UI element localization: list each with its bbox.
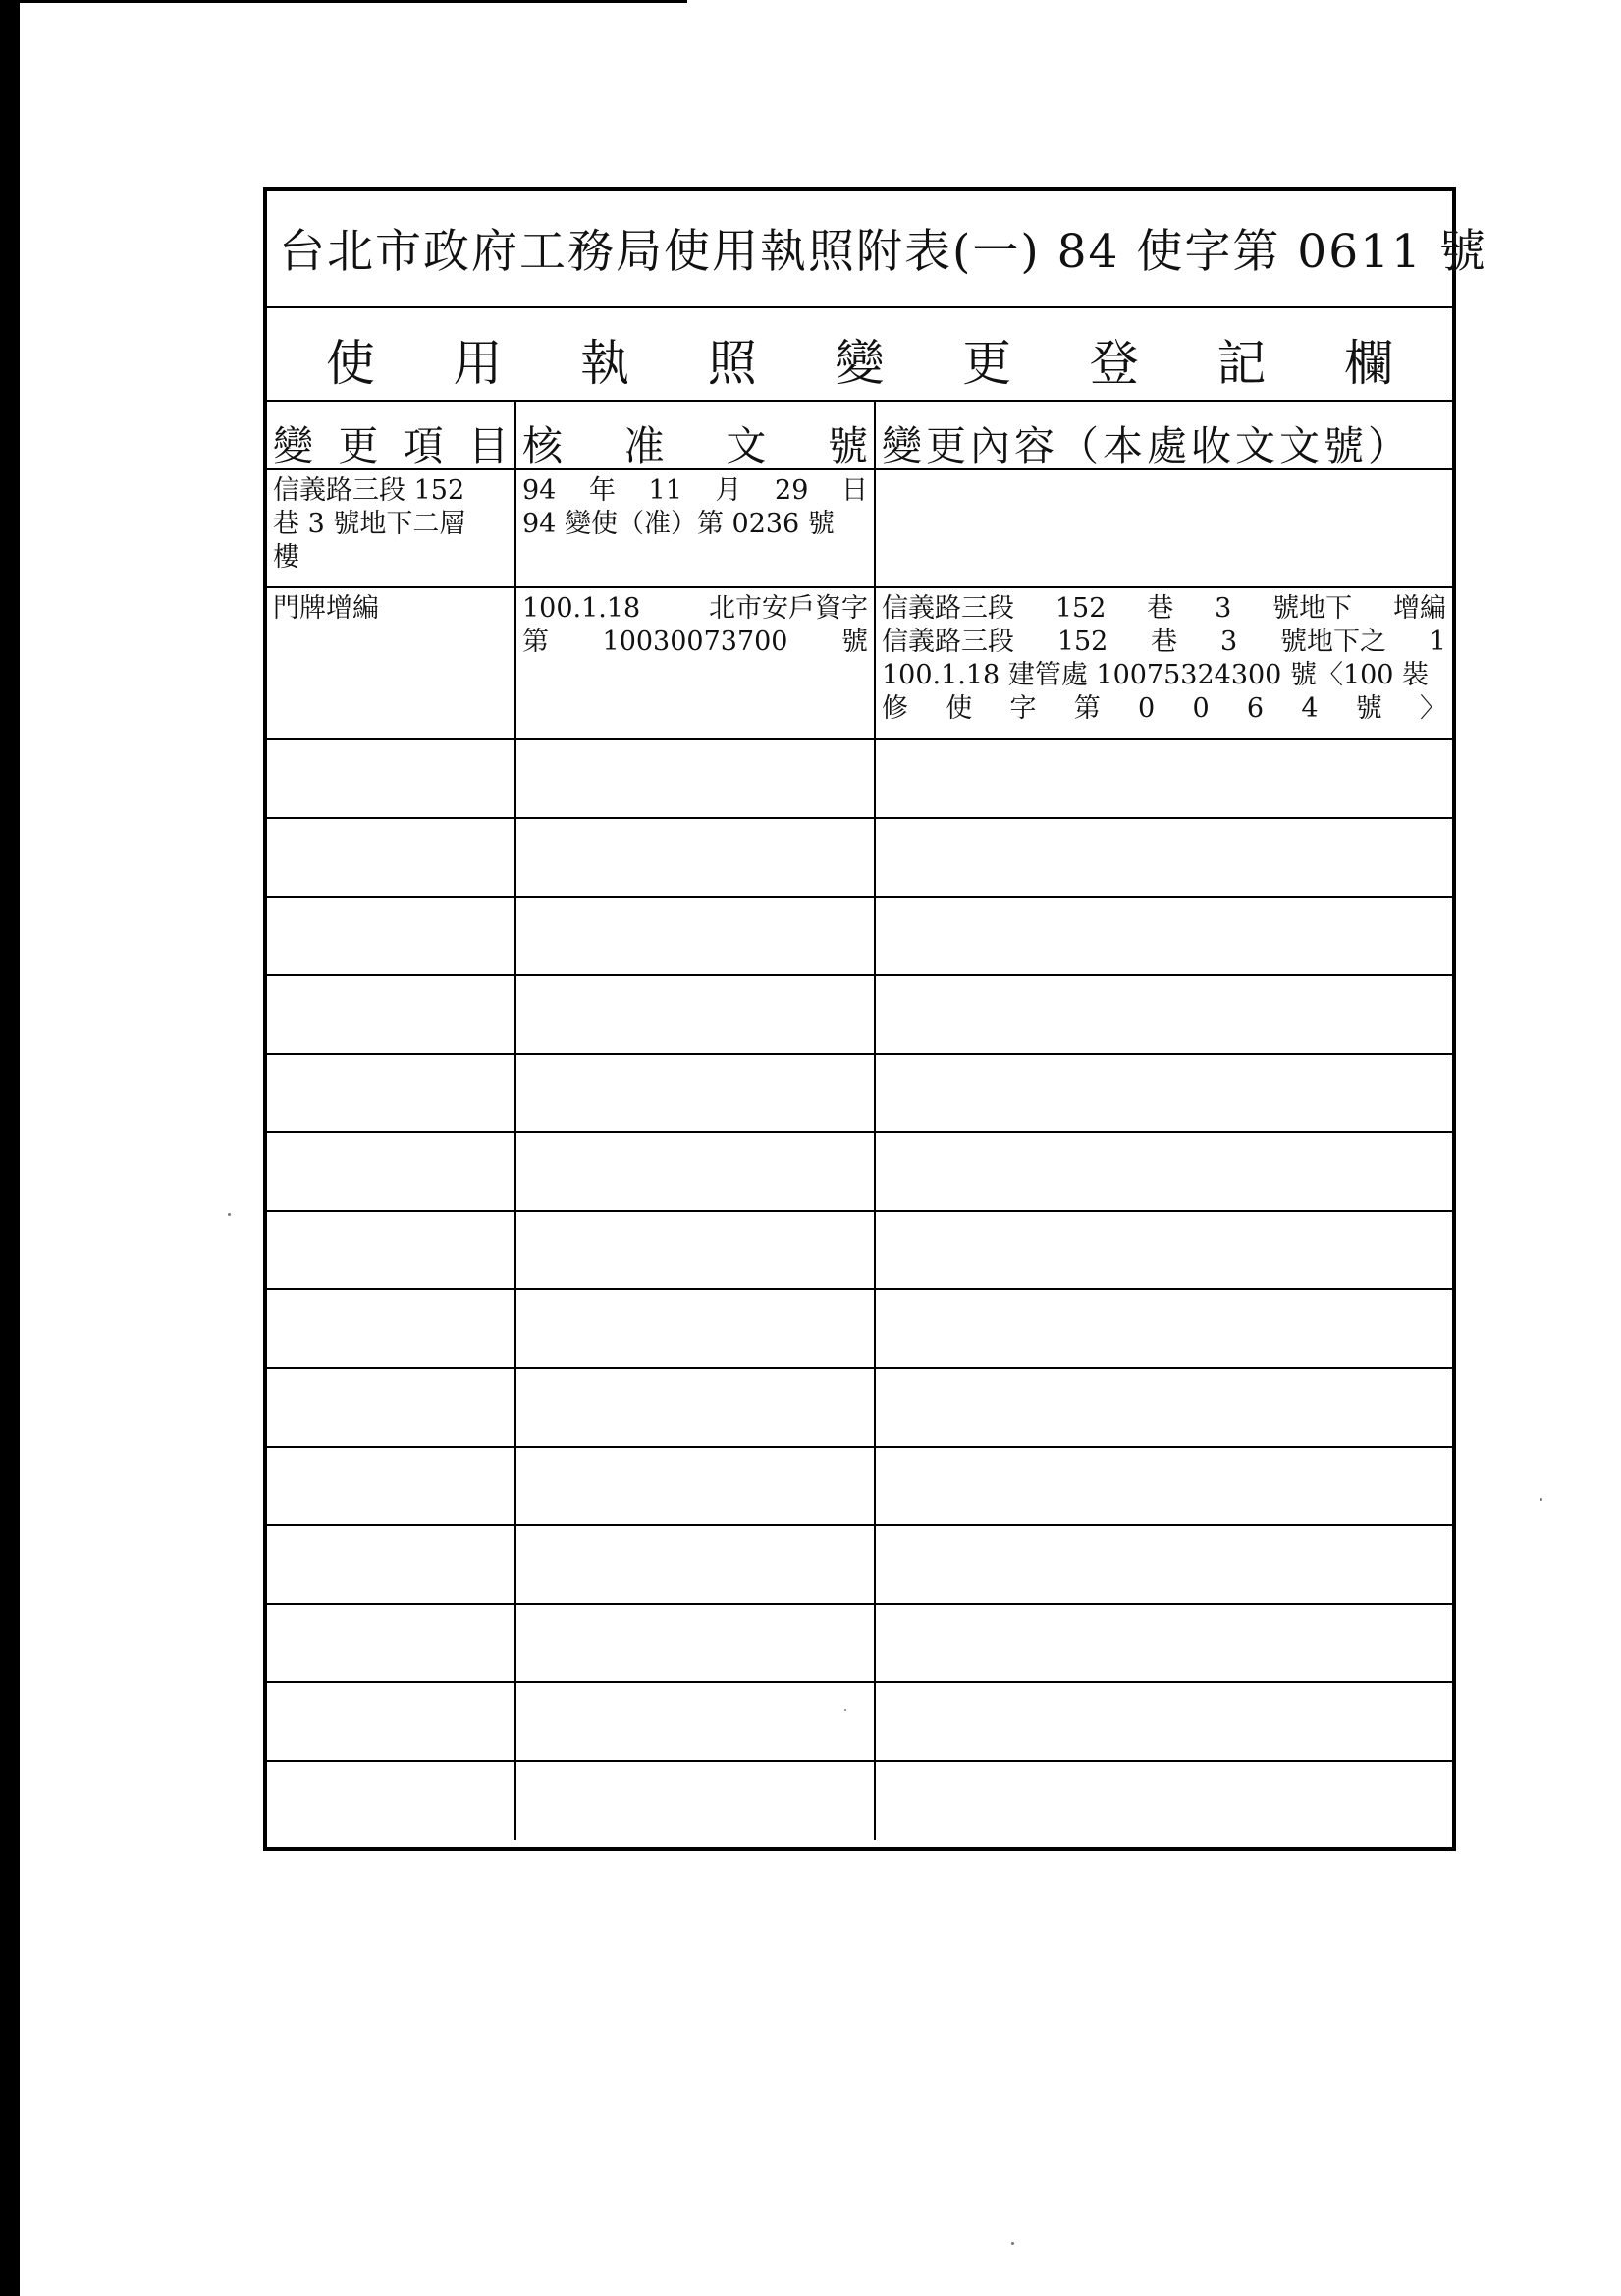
cell-approval-number (516, 588, 876, 740)
empty-cell (876, 1762, 1452, 1840)
empty-cell (267, 1133, 516, 1212)
empty-cell (516, 1133, 876, 1212)
empty-cell (876, 1055, 1452, 1133)
empty-cell (516, 1369, 876, 1448)
cell-text-line: 巷 3 號地下二層 (273, 509, 466, 539)
cell-text-token: 152 (1054, 593, 1107, 624)
empty-cell (876, 1369, 1452, 1448)
empty-cell (516, 1290, 876, 1369)
empty-cell (267, 1526, 516, 1605)
cell-text-token: 29 (775, 475, 809, 506)
usage-license-form (263, 187, 1487, 1851)
cell-text-token: 94 變使（准）第 0236 號 (522, 509, 835, 539)
empty-cell (267, 740, 516, 819)
cell-approval-number (516, 470, 876, 588)
empty-cell (876, 1683, 1452, 1762)
cell-text-token: 字 (1009, 693, 1037, 724)
cell-text-token: 3 (1219, 627, 1238, 657)
cell-text-token: 100.1.18 (522, 593, 641, 624)
empty-cell (516, 819, 876, 898)
scan-edge-left (0, 0, 20, 2296)
cell-text-token: 號地下之 (1279, 627, 1386, 657)
cell-text-token: 11 (648, 475, 682, 506)
empty-cell (876, 819, 1452, 898)
empty-cell (516, 898, 876, 976)
empty-cell (267, 1369, 516, 1448)
section-heading-char: 照 (707, 335, 757, 392)
empty-cell (267, 1683, 516, 1762)
cell-text-line: 信義路三段 152 (273, 475, 465, 506)
document-title: 台北市政府工務局使用執照附表(一) 84 使字第 0611 號 (279, 225, 1487, 279)
cell-text-token: 年 (588, 475, 616, 506)
cell-text-token: 月 (715, 475, 742, 506)
cell-text-token: 0 (1192, 693, 1210, 724)
scan-speck (1540, 1498, 1542, 1501)
title-row (267, 191, 1487, 308)
empty-cell (876, 1212, 1452, 1290)
cell-text-token: 增編 (1392, 593, 1446, 624)
header-approval-number-char: 准 (623, 422, 665, 469)
cell-text-token: 第 (1073, 693, 1101, 724)
cell-text-token: 1 (1429, 627, 1446, 657)
cell-text-token: 巷 (1147, 593, 1174, 624)
header-change-item-char: 變 (273, 422, 313, 469)
section-heading-char: 登 (1089, 335, 1139, 392)
empty-cell (516, 1055, 876, 1133)
section-heading-row (267, 308, 1452, 402)
scan-speck (228, 1213, 231, 1216)
empty-cell (876, 1290, 1452, 1369)
empty-cell (267, 976, 516, 1055)
cell-text-token: 100.1.18 建管處 10075324300 號〈100 裝 (882, 660, 1430, 690)
section-heading-char: 欄 (1344, 335, 1394, 392)
empty-cell (516, 976, 876, 1055)
cell-text-line: 樓 (273, 542, 299, 573)
cell-text-token: 4 (1301, 693, 1319, 724)
empty-cell (876, 740, 1452, 819)
cell-text-line (522, 626, 868, 659)
header-approval-number-char: 文 (726, 422, 767, 469)
header-change-item-char: 更 (338, 422, 379, 469)
empty-cell (267, 1448, 516, 1526)
cell-text-line (882, 592, 1446, 626)
section-heading (267, 324, 1452, 395)
empty-cell (267, 1055, 516, 1133)
header-change-item-char: 目 (467, 422, 509, 469)
cell-text-line (522, 508, 868, 541)
empty-cell (516, 1526, 876, 1605)
cell-text-line (882, 692, 1446, 726)
header-approval-number (516, 402, 876, 470)
section-heading-char: 記 (1216, 335, 1267, 392)
header-change-content (876, 402, 1452, 470)
empty-cell (876, 1448, 1452, 1526)
cell-change-content (876, 588, 1452, 740)
header-change-content-label: 變更內容（本處收文文號） (882, 422, 1412, 469)
cell-text-token: 信義路三段 (882, 627, 1014, 657)
cell-text-token: 6 (1246, 693, 1265, 724)
empty-cell (267, 1290, 516, 1369)
empty-cell (267, 1605, 516, 1683)
empty-cell (876, 1526, 1452, 1605)
cell-text-token: 使 (946, 693, 973, 724)
cell-text-token: 號 (841, 627, 868, 657)
scan-speck (1011, 2242, 1014, 2245)
cell-text-token: 0 (1138, 693, 1156, 724)
empty-cell (267, 1212, 516, 1290)
cell-text-token: 第 (522, 627, 549, 657)
cell-text-line: 門牌增編 (273, 593, 379, 624)
cell-text-token: 修 (882, 693, 908, 724)
scan-line-top (20, 0, 687, 3)
header-change-item (267, 402, 516, 470)
empty-cell (516, 740, 876, 819)
empty-cell (516, 1762, 876, 1840)
cell-text-token: 號地下 (1272, 593, 1353, 624)
empty-cell (267, 898, 516, 976)
cell-text-token: 北市安戶資字 (709, 593, 868, 624)
empty-cell (876, 1133, 1452, 1212)
cell-text-token: 巷 (1151, 627, 1178, 657)
section-heading-char: 變 (835, 335, 885, 392)
section-heading-char: 用 (453, 335, 503, 392)
cell-text-line (882, 659, 1446, 692)
cell-text-token: 94 (522, 475, 557, 506)
cell-text-token: 日 (840, 475, 868, 506)
section-heading-char: 執 (580, 335, 630, 392)
header-approval-number-char: 核 (522, 422, 563, 469)
empty-cell (516, 1683, 876, 1762)
cell-change-item (267, 470, 516, 588)
empty-cell (876, 976, 1452, 1055)
cell-text-line (882, 626, 1446, 659)
header-change-item-char: 項 (403, 422, 444, 469)
section-heading-char: 更 (962, 335, 1012, 392)
cell-change-content (876, 470, 1452, 588)
empty-cell (516, 1448, 876, 1526)
cell-text-token: 號 (1355, 693, 1382, 724)
empty-cell (516, 1212, 876, 1290)
cell-text-token: 152 (1056, 627, 1108, 657)
cell-text-token: 〉 (1420, 693, 1446, 724)
empty-cell (876, 898, 1452, 976)
header-approval-number-char: 號 (827, 422, 868, 469)
cell-change-item (267, 588, 516, 740)
section-heading-char: 使 (325, 335, 375, 392)
empty-cell (267, 819, 516, 898)
empty-cell (516, 1605, 876, 1683)
empty-cell (876, 1605, 1452, 1683)
cell-text-token: 信義路三段 (882, 593, 1014, 624)
cell-text-line (522, 474, 868, 508)
cell-text-line (522, 592, 868, 626)
cell-text-token: 10030073700 (602, 627, 788, 657)
cell-text-token: 3 (1215, 593, 1232, 624)
empty-cell (267, 1762, 516, 1840)
